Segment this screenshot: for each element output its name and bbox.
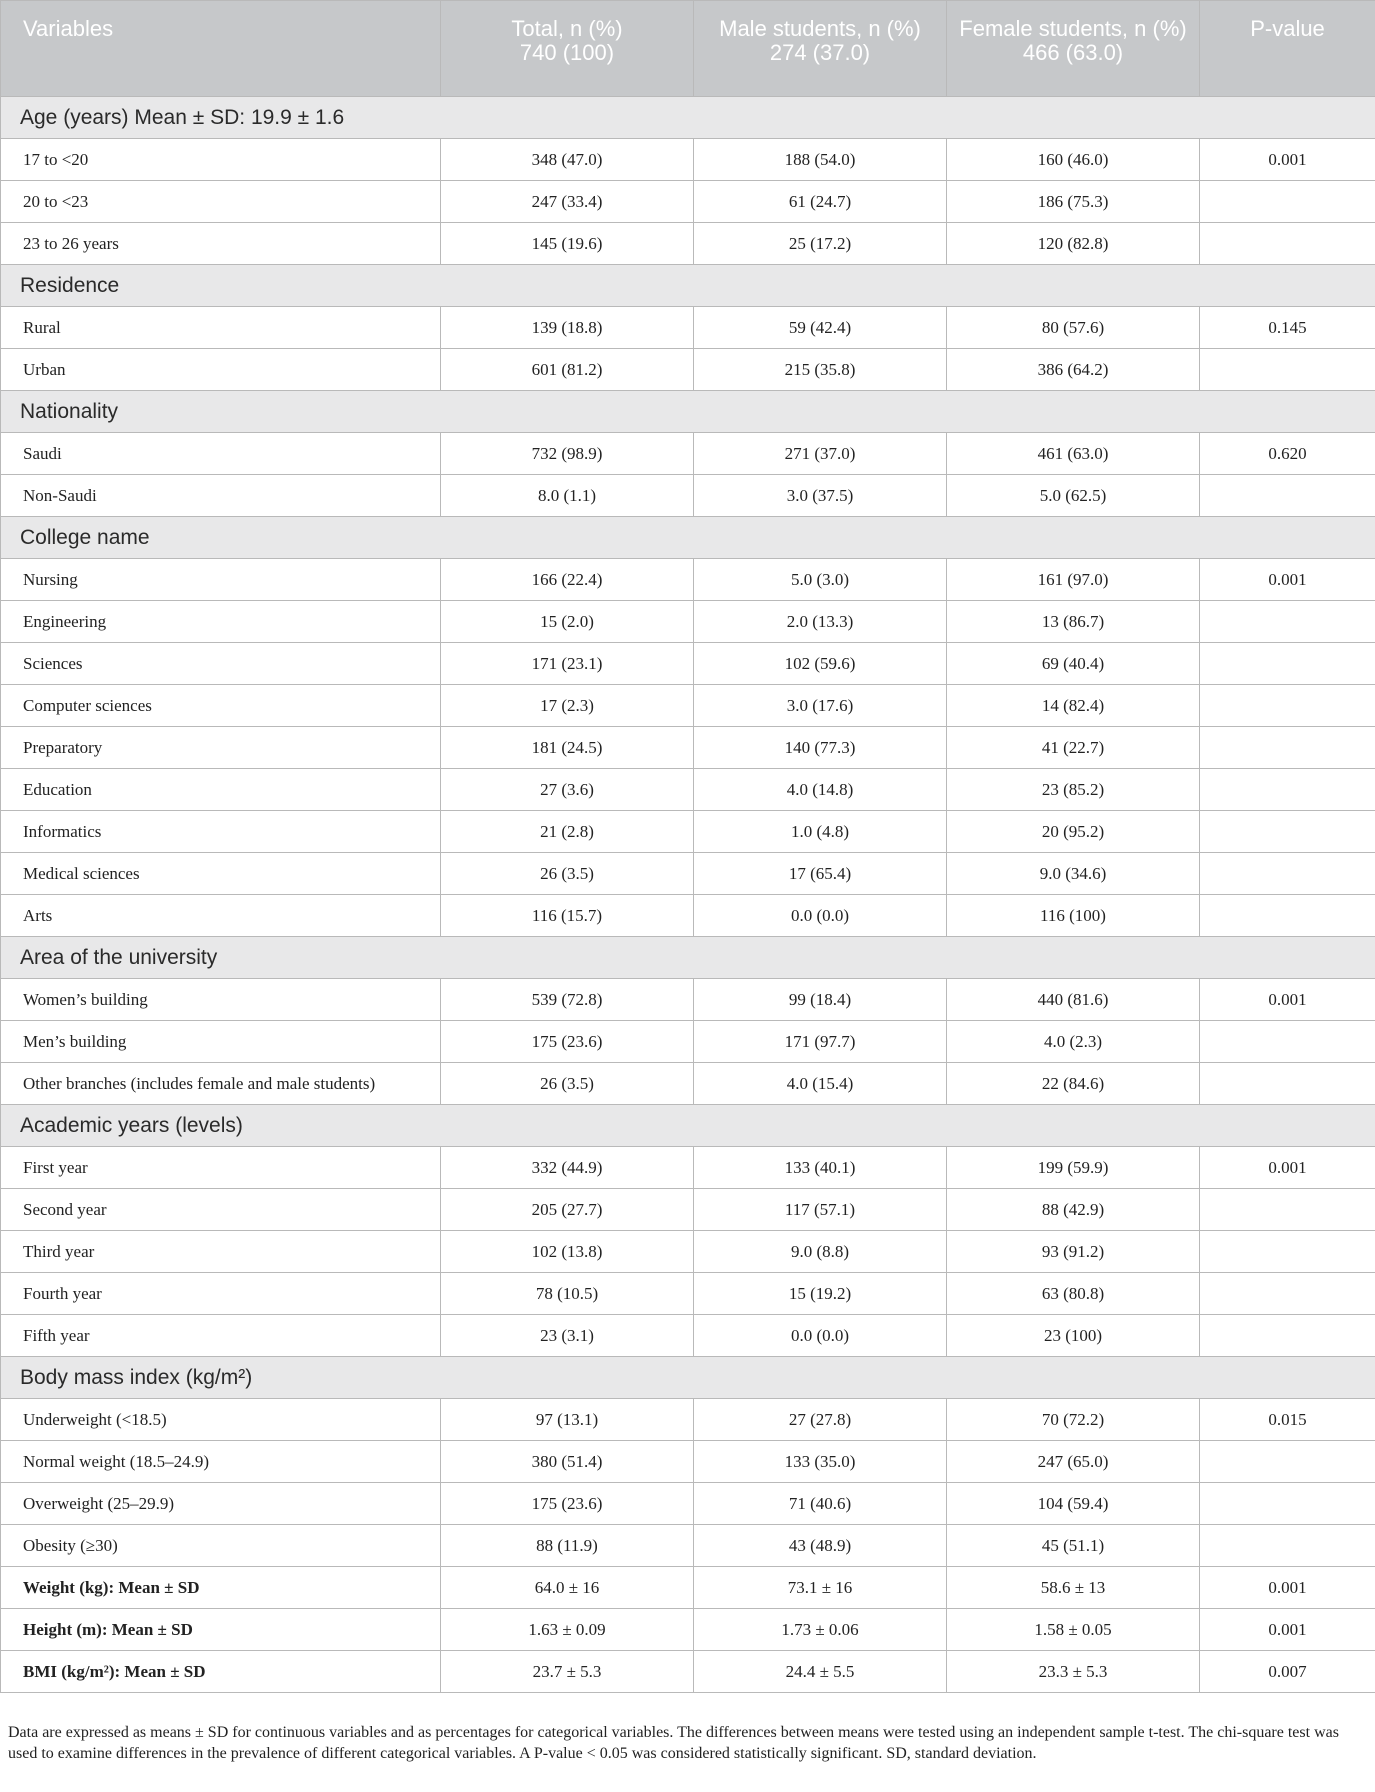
row-label: Preparatory [1, 727, 441, 769]
cell-female: 199 (59.9) [947, 1147, 1200, 1189]
cell-male: 133 (40.1) [694, 1147, 947, 1189]
cell-pvalue [1200, 1441, 1375, 1483]
table-row [1, 1525, 1375, 1567]
row-label: Fifth year [1, 1315, 441, 1357]
cell-total: 380 (51.4) [441, 1441, 694, 1483]
cell-pvalue [1200, 1483, 1375, 1525]
cell-male: 140 (77.3) [694, 727, 947, 769]
row-label: Rural [1, 307, 441, 349]
row-label: Fourth year [1, 1273, 441, 1315]
cell-female: 440 (81.6) [947, 979, 1200, 1021]
section-title: Body mass index (kg/m²) [1, 1357, 1375, 1399]
table-row [1, 1651, 1375, 1693]
cell-total: 166 (22.4) [441, 559, 694, 601]
cell-pvalue: 0.001 [1200, 1147, 1375, 1189]
row-label: Height (m): Mean ± SD [1, 1609, 441, 1651]
cell-pvalue: 0.007 [1200, 1651, 1375, 1693]
table-header-row [1, 1, 1375, 97]
cell-male: 3.0 (17.6) [694, 685, 947, 727]
cell-total: 205 (27.7) [441, 1189, 694, 1231]
row-label: 20 to <23 [1, 181, 441, 223]
cell-male: 24.4 ± 5.5 [694, 1651, 947, 1693]
cell-male: 2.0 (13.3) [694, 601, 947, 643]
cell-female: 58.6 ± 13 [947, 1567, 1200, 1609]
cell-female: 63 (80.8) [947, 1273, 1200, 1315]
row-label: Overweight (25–29.9) [1, 1483, 441, 1525]
cell-male: 0.0 (0.0) [694, 895, 947, 937]
cell-male: 27 (27.8) [694, 1399, 947, 1441]
row-label: Sciences [1, 643, 441, 685]
cell-pvalue: 0.145 [1200, 307, 1375, 349]
cell-male: 4.0 (15.4) [694, 1063, 947, 1105]
cell-male: 71 (40.6) [694, 1483, 947, 1525]
cell-female: 80 (57.6) [947, 307, 1200, 349]
table-row [1, 1609, 1375, 1651]
table-row [1, 895, 1375, 937]
row-label: Education [1, 769, 441, 811]
header-total-n: 740 (100) [519, 40, 615, 65]
table-row [1, 307, 1375, 349]
table-row [1, 1567, 1375, 1609]
cell-female: 461 (63.0) [947, 433, 1200, 475]
header-female-label: Female students, n (%) [959, 16, 1187, 41]
cell-female: 20 (95.2) [947, 811, 1200, 853]
cell-female: 22 (84.6) [947, 1063, 1200, 1105]
cell-female: 104 (59.4) [947, 1483, 1200, 1525]
cell-pvalue [1200, 349, 1375, 391]
table-row [1, 1021, 1375, 1063]
cell-total: 26 (3.5) [441, 1063, 694, 1105]
section-title: College name [1, 517, 1375, 559]
cell-male: 3.0 (37.5) [694, 475, 947, 517]
table-row [1, 1063, 1375, 1105]
header-female-n: 466 (63.0) [1022, 40, 1124, 65]
table-row [1, 643, 1375, 685]
section-title: Nationality [1, 391, 1375, 433]
cell-pvalue [1200, 853, 1375, 895]
table-row [1, 1273, 1375, 1315]
cell-total: 175 (23.6) [441, 1483, 694, 1525]
cell-male: 271 (37.0) [694, 433, 947, 475]
cell-total: 102 (13.8) [441, 1231, 694, 1273]
row-label: Saudi [1, 433, 441, 475]
cell-total: 97 (13.1) [441, 1399, 694, 1441]
cell-pvalue [1200, 1525, 1375, 1567]
table-row [1, 475, 1375, 517]
cell-pvalue [1200, 811, 1375, 853]
row-label: Nursing [1, 559, 441, 601]
cell-female: 5.0 (62.5) [947, 475, 1200, 517]
section-header-row [1, 265, 1375, 307]
cell-pvalue [1200, 1273, 1375, 1315]
row-label: Informatics [1, 811, 441, 853]
cell-female: 23 (100) [947, 1315, 1200, 1357]
header-pvalue: P-value [1200, 1, 1375, 97]
cell-total: 23 (3.1) [441, 1315, 694, 1357]
cell-male: 15 (19.2) [694, 1273, 947, 1315]
table-row [1, 433, 1375, 475]
cell-male: 102 (59.6) [694, 643, 947, 685]
table-row [1, 979, 1375, 1021]
header-total-label: Total, n (%) [511, 16, 623, 41]
cell-female: 1.58 ± 0.05 [947, 1609, 1200, 1651]
cell-male: 133 (35.0) [694, 1441, 947, 1483]
section-header-row [1, 391, 1375, 433]
cell-pvalue: 0.001 [1200, 979, 1375, 1021]
section-title: Residence [1, 265, 1375, 307]
cell-total: 26 (3.5) [441, 853, 694, 895]
cell-total: 21 (2.8) [441, 811, 694, 853]
cell-total: 23.7 ± 5.3 [441, 1651, 694, 1693]
row-label: Normal weight (18.5–24.9) [1, 1441, 441, 1483]
table-row [1, 1441, 1375, 1483]
row-label: Underweight (<18.5) [1, 1399, 441, 1441]
cell-total: 139 (18.8) [441, 307, 694, 349]
cell-total: 175 (23.6) [441, 1021, 694, 1063]
header-total [441, 1, 694, 97]
cell-total: 1.63 ± 0.09 [441, 1609, 694, 1651]
table-footnote: Data are expressed as means ± SD for continuous variables and as percentages for categorical variables. The differences between means were tested using an independent sample t-test. The chi-square test was used to examine differences in the prevalence of different categorical variables. A P-value < 0.05 was considered statistically significant. SD, standard deviation. [8, 1724, 1339, 1762]
section-header-row [1, 1357, 1375, 1399]
row-label: Computer sciences [1, 685, 441, 727]
cell-total: 8.0 (1.1) [441, 475, 694, 517]
section-header-row [1, 937, 1375, 979]
cell-pvalue [1200, 1231, 1375, 1273]
row-label: Second year [1, 1189, 441, 1231]
table-body [1, 97, 1375, 1693]
table-row [1, 181, 1375, 223]
row-label: Engineering [1, 601, 441, 643]
cell-male: 61 (24.7) [694, 181, 947, 223]
row-label: Weight (kg): Mean ± SD [1, 1567, 441, 1609]
cell-female: 161 (97.0) [947, 559, 1200, 601]
row-label: Other branches (includes female and male students) [1, 1063, 441, 1105]
cell-pvalue: 0.001 [1200, 1567, 1375, 1609]
cell-pvalue [1200, 1189, 1375, 1231]
cell-pvalue [1200, 475, 1375, 517]
cell-male: 0.0 (0.0) [694, 1315, 947, 1357]
cell-female: 9.0 (34.6) [947, 853, 1200, 895]
row-label: Women’s building [1, 979, 441, 1021]
cell-female: 70 (72.2) [947, 1399, 1200, 1441]
row-label: Urban [1, 349, 441, 391]
table-row [1, 1189, 1375, 1231]
section-header-row [1, 1105, 1375, 1147]
cell-female: 45 (51.1) [947, 1525, 1200, 1567]
row-label: Men’s building [1, 1021, 441, 1063]
header-male-label: Male students, n (%) [719, 16, 921, 41]
cell-total: 332 (44.9) [441, 1147, 694, 1189]
cell-pvalue: 0.015 [1200, 1399, 1375, 1441]
cell-female: 23 (85.2) [947, 769, 1200, 811]
cell-pvalue: 0.620 [1200, 433, 1375, 475]
cell-total: 539 (72.8) [441, 979, 694, 1021]
cell-pvalue [1200, 685, 1375, 727]
cell-total: 15 (2.0) [441, 601, 694, 643]
row-label: Obesity (≥30) [1, 1525, 441, 1567]
table-row [1, 1231, 1375, 1273]
cell-female: 14 (82.4) [947, 685, 1200, 727]
cell-male: 117 (57.1) [694, 1189, 947, 1231]
row-label: 17 to <20 [1, 139, 441, 181]
cell-total: 247 (33.4) [441, 181, 694, 223]
cell-total: 171 (23.1) [441, 643, 694, 685]
cell-male: 43 (48.9) [694, 1525, 947, 1567]
cell-male: 17 (65.4) [694, 853, 947, 895]
cell-male: 25 (17.2) [694, 223, 947, 265]
section-title: Age (years) Mean ± SD: 19.9 ± 1.6 [1, 97, 1375, 139]
cell-total: 17 (2.3) [441, 685, 694, 727]
cell-male: 188 (54.0) [694, 139, 947, 181]
cell-female: 116 (100) [947, 895, 1200, 937]
cell-pvalue [1200, 601, 1375, 643]
cell-female: 69 (40.4) [947, 643, 1200, 685]
cell-male: 1.73 ± 0.06 [694, 1609, 947, 1651]
table-row [1, 727, 1375, 769]
table-row [1, 223, 1375, 265]
row-label: First year [1, 1147, 441, 1189]
cell-female: 93 (91.2) [947, 1231, 1200, 1273]
cell-pvalue [1200, 895, 1375, 937]
header-variables: Variables [1, 1, 441, 97]
cell-female: 41 (22.7) [947, 727, 1200, 769]
cell-female: 386 (64.2) [947, 349, 1200, 391]
cell-pvalue: 0.001 [1200, 139, 1375, 181]
cell-pvalue [1200, 181, 1375, 223]
cell-male: 171 (97.7) [694, 1021, 947, 1063]
cell-pvalue [1200, 727, 1375, 769]
section-title: Academic years (levels) [1, 1105, 1375, 1147]
cell-male: 99 (18.4) [694, 979, 947, 1021]
table-row [1, 601, 1375, 643]
cell-total: 88 (11.9) [441, 1525, 694, 1567]
cell-total: 27 (3.6) [441, 769, 694, 811]
cell-female: 160 (46.0) [947, 139, 1200, 181]
table-row [1, 1399, 1375, 1441]
header-male [694, 1, 947, 97]
cell-male: 59 (42.4) [694, 307, 947, 349]
table-row [1, 853, 1375, 895]
table-row [1, 769, 1375, 811]
cell-pvalue [1200, 769, 1375, 811]
table-row [1, 349, 1375, 391]
cell-female: 23.3 ± 5.3 [947, 1651, 1200, 1693]
cell-total: 64.0 ± 16 [441, 1567, 694, 1609]
cell-female: 120 (82.8) [947, 223, 1200, 265]
cell-male: 5.0 (3.0) [694, 559, 947, 601]
row-label: Arts [1, 895, 441, 937]
table-row [1, 1147, 1375, 1189]
row-label: 23 to 26 years [1, 223, 441, 265]
header-male-n: 274 (37.0) [769, 40, 871, 65]
cell-pvalue [1200, 643, 1375, 685]
cell-total: 145 (19.6) [441, 223, 694, 265]
row-label: Third year [1, 1231, 441, 1273]
section-title: Area of the university [1, 937, 1375, 979]
table-row [1, 1315, 1375, 1357]
table-row [1, 1483, 1375, 1525]
cell-male: 215 (35.8) [694, 349, 947, 391]
cell-total: 181 (24.5) [441, 727, 694, 769]
cell-female: 247 (65.0) [947, 1441, 1200, 1483]
cell-pvalue [1200, 223, 1375, 265]
cell-male: 73.1 ± 16 [694, 1567, 947, 1609]
cell-total: 601 (81.2) [441, 349, 694, 391]
table-row [1, 559, 1375, 601]
cell-pvalue: 0.001 [1200, 559, 1375, 601]
section-header-row [1, 97, 1375, 139]
row-label: Non-Saudi [1, 475, 441, 517]
cell-pvalue [1200, 1021, 1375, 1063]
table-row [1, 811, 1375, 853]
row-label: Medical sciences [1, 853, 441, 895]
cell-female: 13 (86.7) [947, 601, 1200, 643]
section-header-row [1, 517, 1375, 559]
row-label: BMI (kg/m²): Mean ± SD [1, 1651, 441, 1693]
cell-male: 1.0 (4.8) [694, 811, 947, 853]
table-row [1, 139, 1375, 181]
cell-pvalue [1200, 1315, 1375, 1357]
cell-female: 186 (75.3) [947, 181, 1200, 223]
cell-pvalue [1200, 1063, 1375, 1105]
table-row [1, 685, 1375, 727]
cell-total: 732 (98.9) [441, 433, 694, 475]
header-female [947, 1, 1200, 97]
cell-female: 4.0 (2.3) [947, 1021, 1200, 1063]
cell-male: 9.0 (8.8) [694, 1231, 947, 1273]
cell-total: 78 (10.5) [441, 1273, 694, 1315]
cell-male: 4.0 (14.8) [694, 769, 947, 811]
cell-total: 348 (47.0) [441, 139, 694, 181]
cell-female: 88 (42.9) [947, 1189, 1200, 1231]
cell-total: 116 (15.7) [441, 895, 694, 937]
cell-pvalue: 0.001 [1200, 1609, 1375, 1651]
